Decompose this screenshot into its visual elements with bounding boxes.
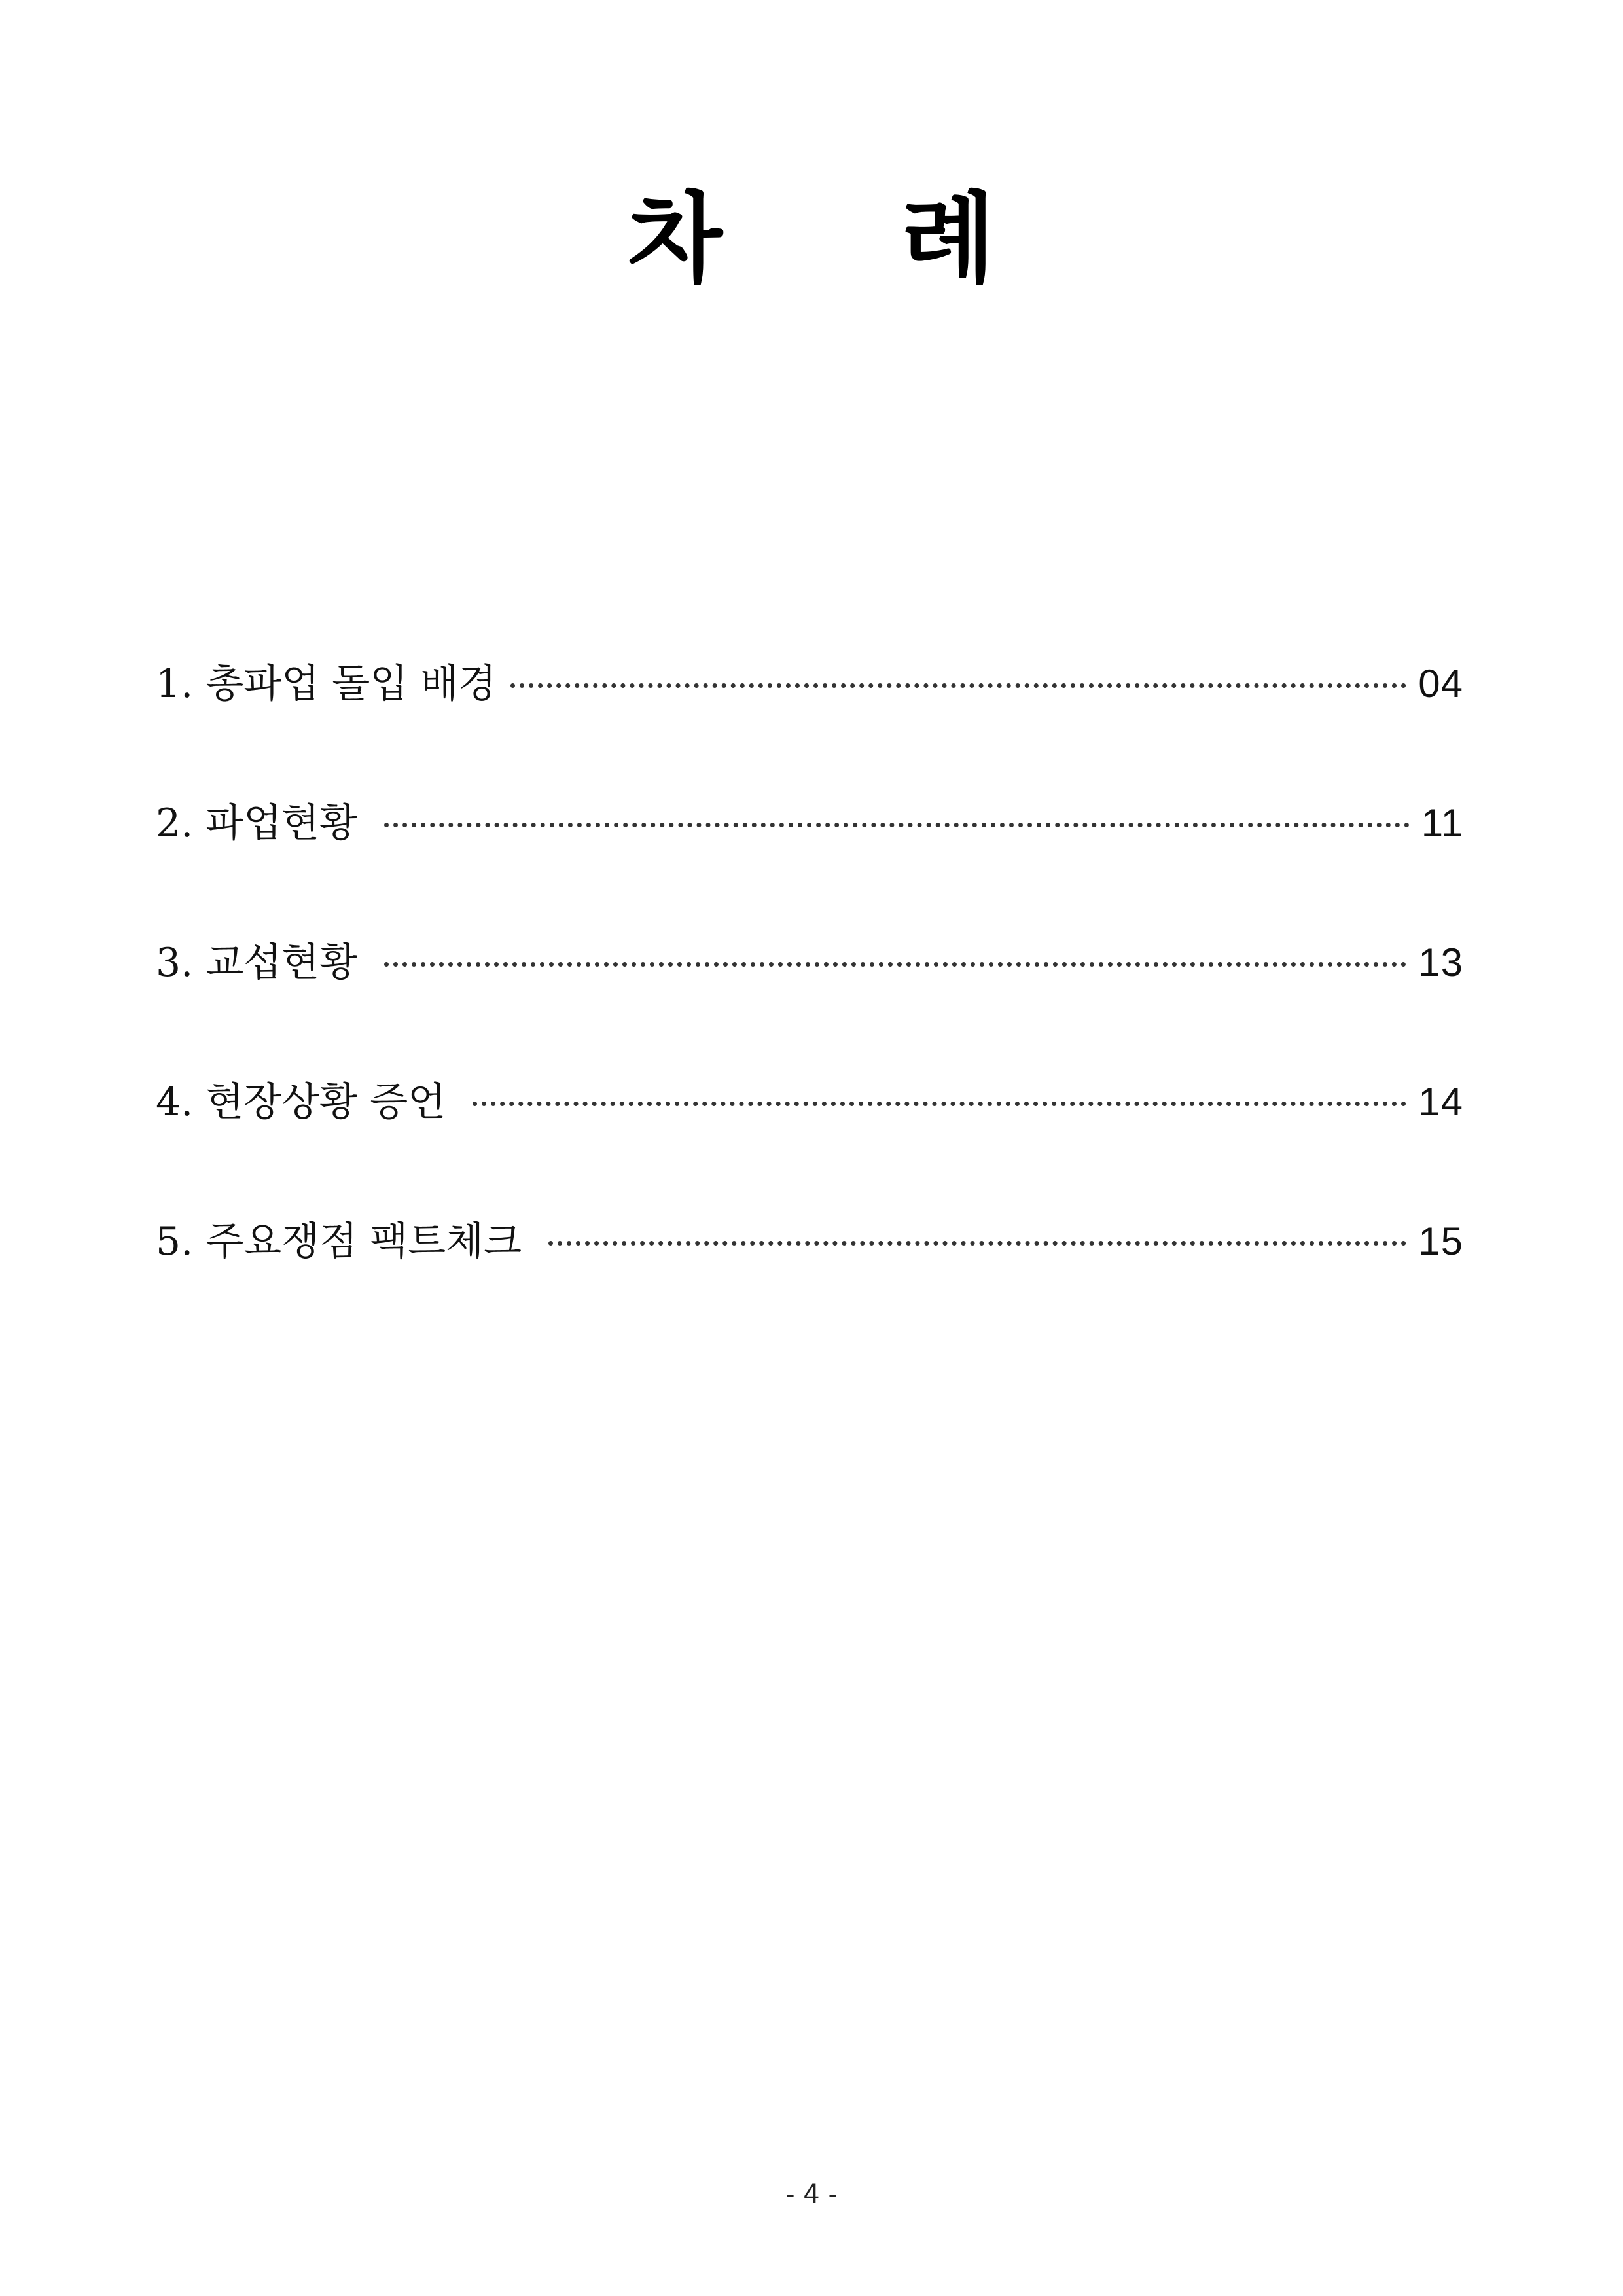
toc-item[interactable] (156, 800, 1463, 846)
table-of-contents (156, 661, 1463, 1358)
toc-leader-dots (473, 1102, 1406, 1106)
toc-item[interactable] (156, 1079, 1463, 1125)
page-title: 차 례 (627, 181, 1068, 296)
toc-item-label: 3. 교섭현황 (156, 940, 370, 986)
toc-item-page: 15 (1418, 1219, 1463, 1263)
toc-item-page: 13 (1418, 941, 1463, 984)
toc-item-label: 2. 파업현황 (156, 800, 370, 846)
toc-item[interactable] (156, 1219, 1463, 1265)
toc-item-label: 1. 총파업 돌입 배경 (156, 661, 497, 707)
toc-item[interactable] (156, 661, 1463, 707)
toc-item-page: 11 (1421, 801, 1463, 845)
toc-leader-dots (510, 683, 1406, 688)
toc-leader-dots (384, 962, 1406, 967)
toc-leader-dots (548, 1241, 1406, 1246)
toc-item[interactable] (156, 940, 1463, 986)
toc-item-page: 14 (1418, 1080, 1463, 1124)
toc-item-label: 4. 현장상황 증언 (156, 1079, 459, 1125)
toc-item-label: 5. 주요쟁점 팩트체크 (156, 1219, 535, 1265)
page-number: - 4 - (785, 2179, 838, 2210)
toc-leader-dots (384, 823, 1409, 827)
toc-item-page: 04 (1418, 662, 1463, 706)
